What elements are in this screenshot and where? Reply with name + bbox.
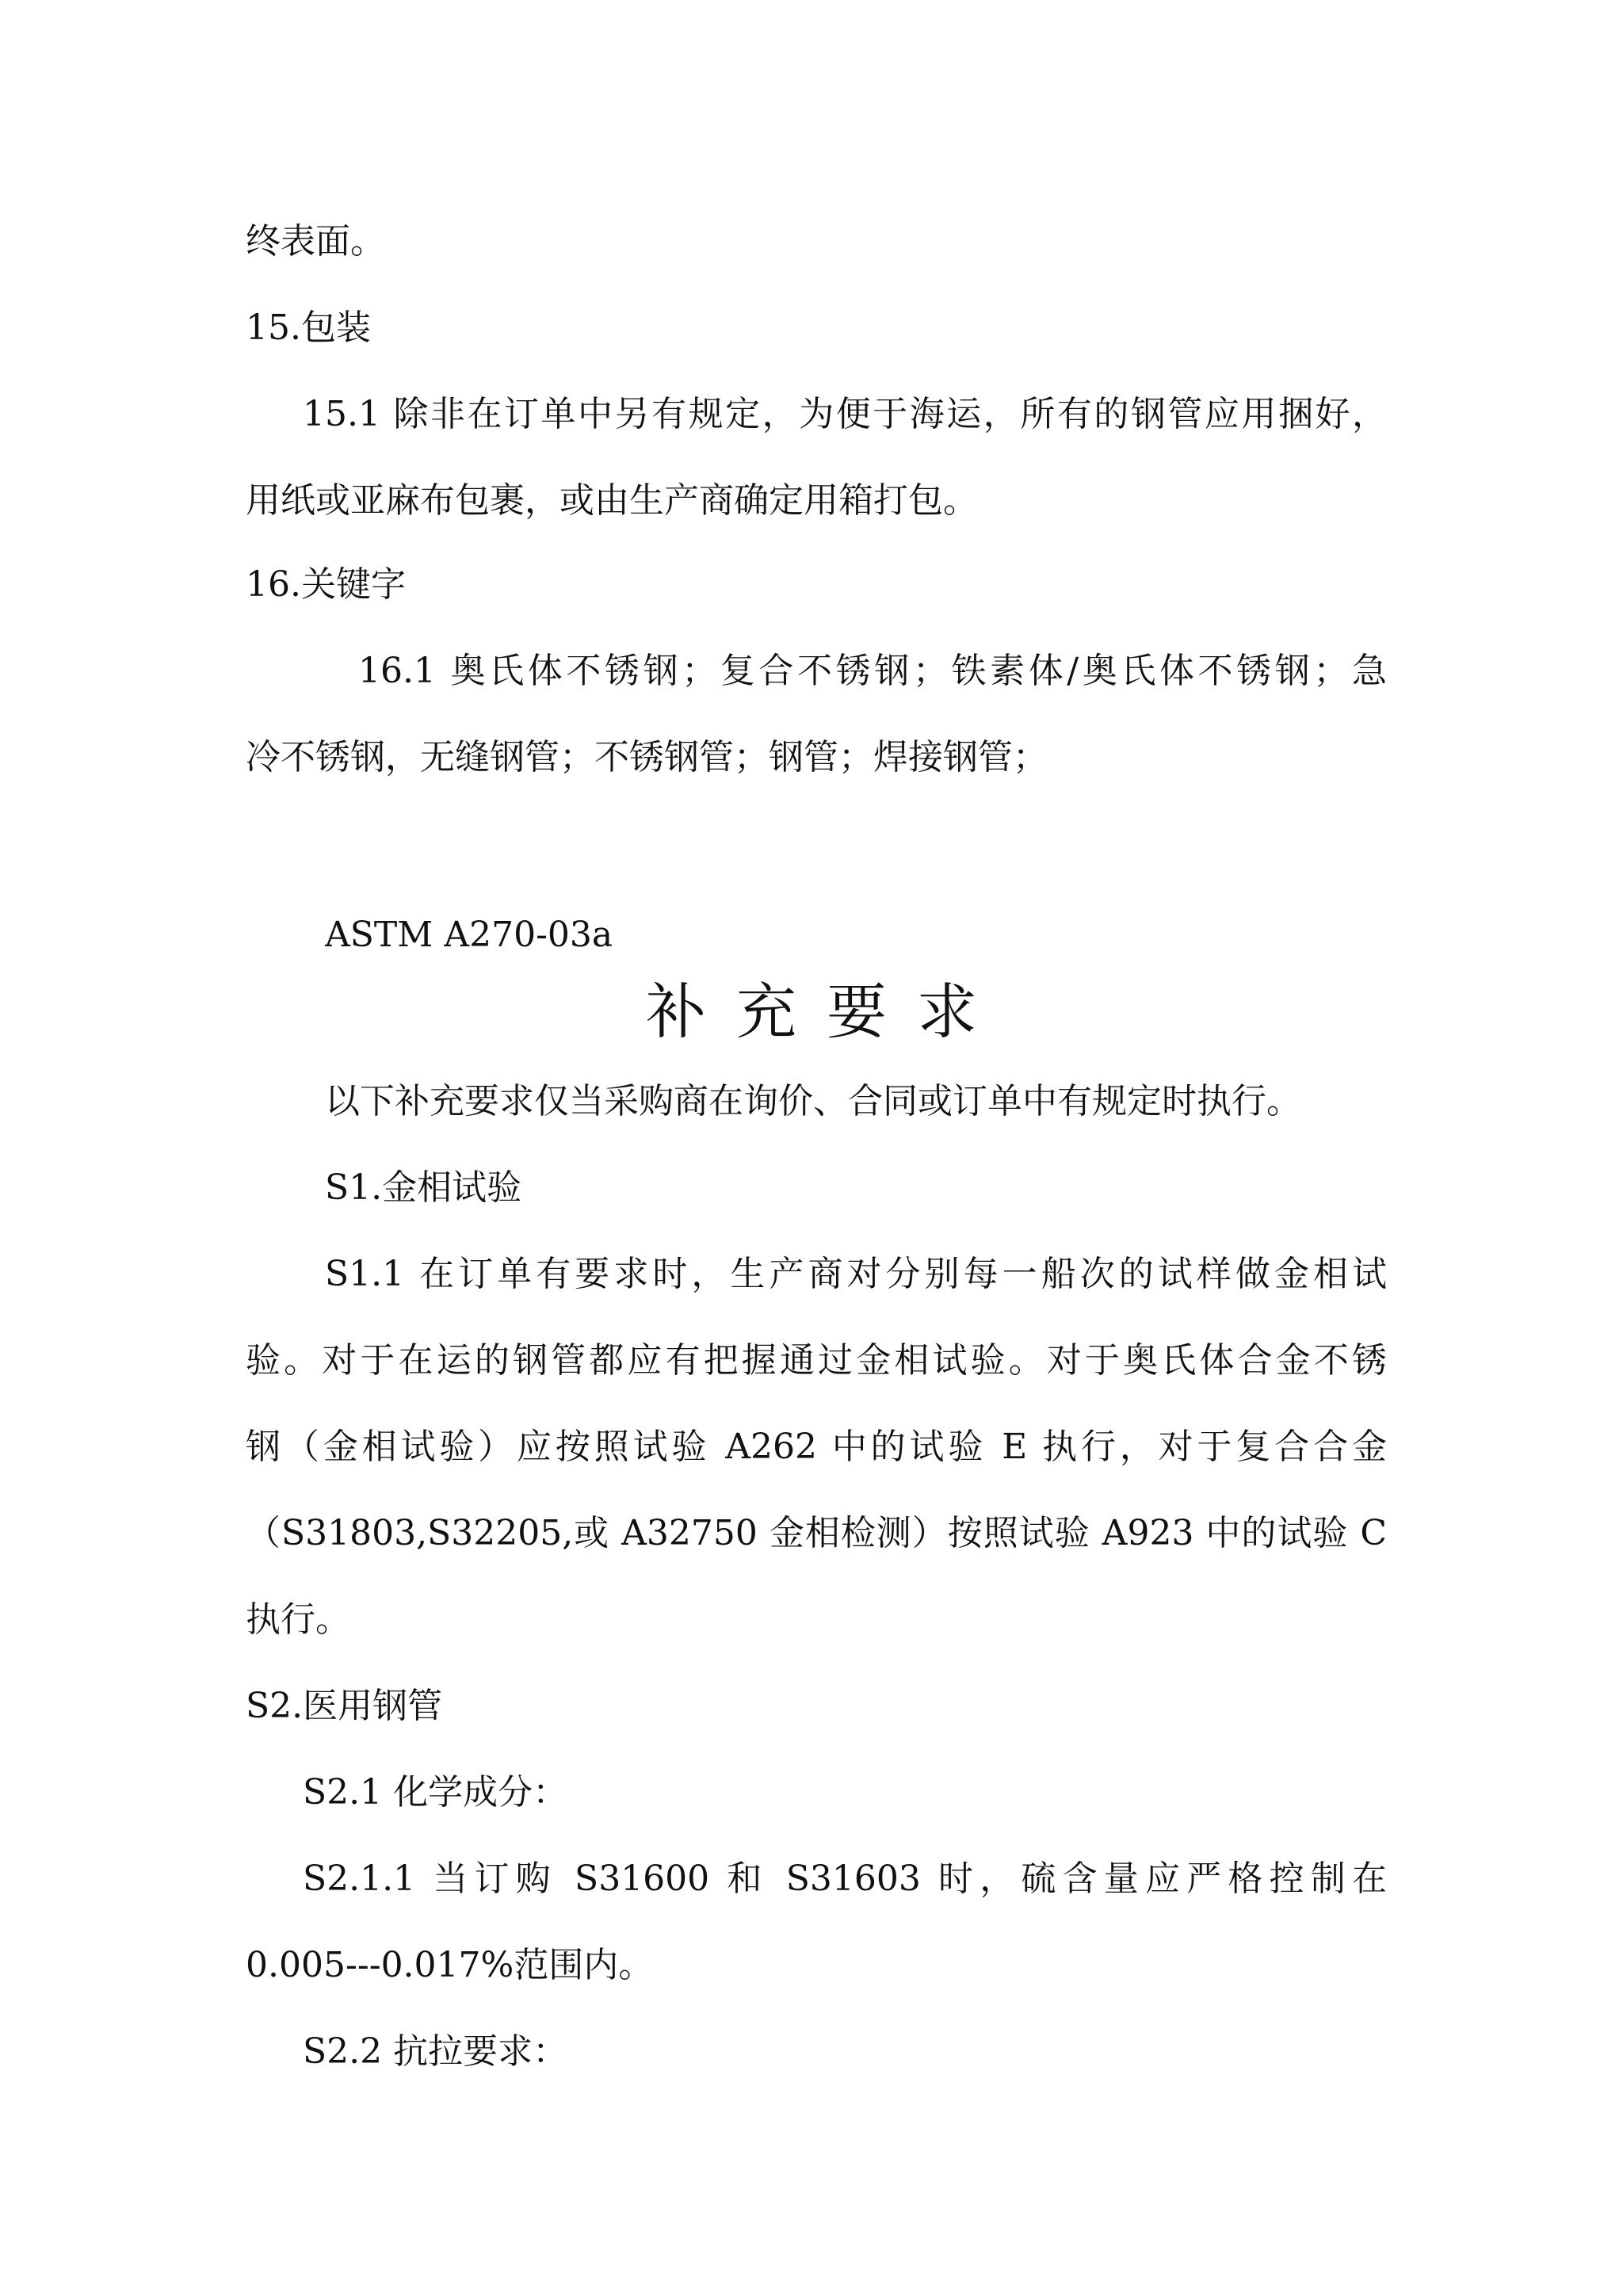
- paragraph-line: 15.1 除非在订单中另有规定，为便于海运，所有的钢管应用捆好，: [303, 394, 1387, 434]
- paragraph-line: 以下补充要求仅当采购商在询价、合同或订单中有规定时执行。: [325, 1081, 1301, 1121]
- paragraph-line: 验。对于在运的钢管都应有把握通过金相试验。对于奥氏体合金不锈: [246, 1340, 1387, 1381]
- paragraph-line: 钢（金相试验）应按照试验 A262 中的试验 E 执行，对于复合合金: [246, 1427, 1387, 1467]
- paragraph-line: 冷不锈钢，无缝钢管；不锈钢管；钢管；焊接钢管；: [246, 737, 1048, 777]
- standard-id: ASTM A270-03a: [325, 915, 613, 955]
- section-heading: 15.包装: [246, 308, 371, 348]
- subsection-heading: S2.2 抗拉要求：: [303, 2031, 568, 2072]
- section-heading: S1.金相试验: [325, 1167, 522, 1208]
- paragraph-line: 0.005---0.017%范围内。: [246, 1945, 654, 1985]
- section-heading: 16.关键字: [246, 564, 406, 605]
- paragraph-line: （S31803,S32205,或 A32750 金相检测）按照试验 A923 中的试验 C: [246, 1513, 1387, 1553]
- text-line: 终表面。: [246, 221, 385, 262]
- paragraph-line: 16.1 奥氏体不锈钢；复合不锈钢；铁素体/奥氏体不锈钢；急: [358, 651, 1387, 691]
- section-heading: S2.医用钢管: [246, 1686, 443, 1726]
- paragraph-line: S2.1.1 当订购 S31600 和 S31603 时，硫含量应严格控制在: [303, 1859, 1387, 1899]
- paragraph-line: S1.1 在订单有要求时，生产商对分别每一船次的试样做金相试: [325, 1254, 1387, 1294]
- subsection-heading: S2.1 化学成分：: [303, 1772, 568, 1813]
- page-title: 补充要求: [646, 976, 1007, 1047]
- paragraph-line: 执行。: [246, 1599, 350, 1640]
- paragraph-line: 用纸或亚麻布包裹，或由生产商确定用箱打包。: [246, 480, 978, 521]
